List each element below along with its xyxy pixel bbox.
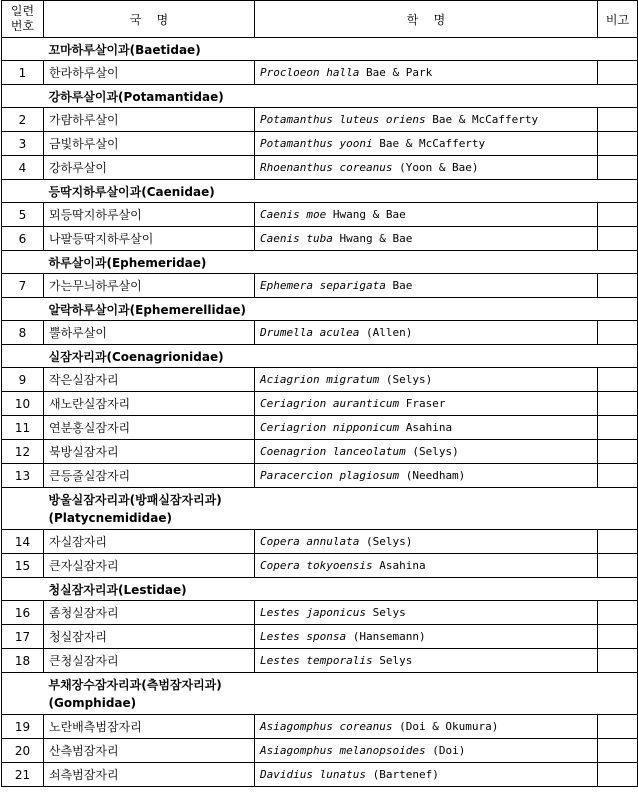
note-cell [598,530,638,554]
family-row-spacer [598,251,638,274]
korean-name: 큰청실잠자리 [44,649,255,673]
scientific-name [255,739,598,763]
family-row-spacer [2,488,44,530]
header-note: 비고 [598,1,638,38]
family-name [44,673,598,715]
family-row-spacer [2,251,44,274]
korean-name: 가는무늬하루살이 [44,274,255,298]
family-row [2,180,638,203]
note-cell [598,601,638,625]
family-row [2,251,638,274]
family-name-line: 강하루살이과(Potamantidae) [48,89,224,104]
table-row [2,416,638,440]
binomial-name: Procloeon halla [260,66,360,79]
author-citation: Bae [392,279,413,292]
scientific-name [255,601,598,625]
family-name-line: 하루살이과(Ephemeridae) [48,255,207,270]
scientific-name [255,530,598,554]
scientific-name [255,554,598,578]
family-row [2,38,638,61]
korean-name: 연분홍실잠자리 [44,416,255,440]
table-row [2,203,638,227]
author-citation: (Bartenef) [372,768,439,781]
table-row [2,61,638,85]
scientific-name [255,368,598,392]
scientific-name [255,321,598,345]
author-citation: Hwang & Bae [339,232,413,245]
table-row [2,274,638,298]
serial-number: 15 [2,554,44,578]
header-serial-number: 일련 번호 [2,1,44,38]
binomial-name: Coenagrion lanceolatum [260,445,406,458]
korean-name: 뫼등딱지하루살이 [44,203,255,227]
family-row-spacer [2,673,44,715]
author-citation: Fraser [405,397,446,410]
family-row [2,578,638,601]
family-row [2,345,638,368]
author-citation: Bae & McCafferty [432,113,539,126]
binomial-name: Copera tokyoensis [260,559,373,572]
korean-name: 큰자실잠자리 [44,554,255,578]
family-name [44,180,598,203]
family-name [44,578,598,601]
binomial-name: Caenis tuba [260,232,333,245]
scientific-name [255,203,598,227]
korean-name: 청실잠자리 [44,625,255,649]
family-name-line: (Platycnemididae) [48,510,172,525]
family-row-spacer [598,38,638,61]
note-cell [598,321,638,345]
family-row [2,488,638,530]
note-cell [598,440,638,464]
korean-name: 좀청실잠자리 [44,601,255,625]
binomial-name: Ephemera separigata [260,279,386,292]
serial-number: 1 [2,61,44,85]
table-row [2,649,638,673]
serial-number: 2 [2,108,44,132]
scientific-name [255,156,598,180]
note-cell [598,61,638,85]
korean-name: 나팔등딱지하루살이 [44,227,255,251]
scientific-name [255,108,598,132]
family-name [44,251,598,274]
note-cell [598,416,638,440]
scientific-name [255,763,598,787]
korean-name: 큰등줄실잠자리 [44,464,255,488]
korean-name: 노란배측범잠자리 [44,715,255,739]
scientific-name [255,625,598,649]
family-row-spacer [2,38,44,61]
serial-number: 12 [2,440,44,464]
serial-number: 19 [2,715,44,739]
family-row-spacer [598,180,638,203]
family-row-spacer [2,578,44,601]
header-korean-name: 국 명 [44,1,255,38]
serial-number: 4 [2,156,44,180]
author-citation: (Doi) [432,744,466,757]
family-name [44,345,598,368]
author-citation: (Doi & Okumura) [399,720,499,733]
family-name [44,298,598,321]
binomial-name: Ceriagrion nipponicum [260,421,400,434]
korean-name: 산측범잠자리 [44,739,255,763]
table-row [2,368,638,392]
note-cell [598,464,638,488]
scientific-name [255,274,598,298]
family-row-spacer [598,298,638,321]
serial-number: 11 [2,416,44,440]
binomial-name: Davidius lunatus [260,768,366,781]
author-citation: Selys [379,654,413,667]
scientific-name [255,649,598,673]
note-cell [598,203,638,227]
author-citation: (Allen) [365,326,413,339]
table-row [2,715,638,739]
scientific-name [255,416,598,440]
family-name-line: 부채장수잠자리과(측범잠자리과) [48,677,222,692]
author-citation: (Hansemann) [352,630,426,643]
serial-number: 3 [2,132,44,156]
serial-number: 14 [2,530,44,554]
korean-name: 강하루살이 [44,156,255,180]
serial-number: 6 [2,227,44,251]
binomial-name: Potamanthus yooni [260,137,373,150]
binomial-name: Copera annulata [260,535,360,548]
korean-name: 북방실잠자리 [44,440,255,464]
scientific-name [255,227,598,251]
table-row [2,763,638,787]
family-row-spacer [598,345,638,368]
korean-name: 가람하루살이 [44,108,255,132]
binomial-name: Aciagrion migratum [260,373,380,386]
scientific-name [255,61,598,85]
serial-number: 21 [2,763,44,787]
table-row [2,156,638,180]
serial-number: 10 [2,392,44,416]
table-row [2,392,638,416]
note-cell [598,132,638,156]
author-citation: (Yoon & Bae) [399,161,479,174]
table-row [2,739,638,763]
family-row-spacer [2,180,44,203]
note-cell [598,392,638,416]
family-name-line: 꼬마하루살이과(Baetidae) [48,42,201,57]
binomial-name: Asiagomphus coreanus [260,720,393,733]
note-cell [598,274,638,298]
author-citation: (Needham) [405,469,466,482]
binomial-name: Paracercion plagiosum [260,469,400,482]
table-row [2,227,638,251]
binomial-name: Potamanthus luteus oriens [260,113,426,126]
author-citation: Hwang & Bae [332,208,406,221]
family-row [2,298,638,321]
table-row [2,440,638,464]
author-citation: Asahina [405,421,453,434]
korean-name: 새노란실잠자리 [44,392,255,416]
binomial-name: Asiagomphus melanopsoides [260,744,426,757]
korean-name: 금빛하루살이 [44,132,255,156]
binomial-name: Drumella aculea [260,326,360,339]
note-cell [598,227,638,251]
serial-number: 5 [2,203,44,227]
author-citation: Selys [372,606,406,619]
note-cell [598,625,638,649]
author-citation: (Selys) [385,373,433,386]
family-row-spacer [598,673,638,715]
table-row [2,554,638,578]
serial-number: 8 [2,321,44,345]
serial-number: 16 [2,601,44,625]
binomial-name: Lestes temporalis [260,654,373,667]
family-name [44,38,598,61]
note-cell [598,739,638,763]
binomial-name: Ceriagrion auranticum [260,397,400,410]
scientific-name [255,392,598,416]
family-name-line: 방울실잠자리과(방패실잠자리과) [48,492,222,507]
serial-number: 20 [2,739,44,763]
author-citation: Bae & McCafferty [379,137,486,150]
species-table [1,0,638,787]
korean-name: 쇠측범잠자리 [44,763,255,787]
serial-number: 7 [2,274,44,298]
author-citation: (Selys) [412,445,459,458]
header-scientific-name: 학 명 [255,1,598,38]
author-citation: Bae & Park [365,66,433,79]
note-cell [598,156,638,180]
scientific-name [255,464,598,488]
serial-number: 18 [2,649,44,673]
table-row [2,108,638,132]
family-row-spacer [598,85,638,108]
korean-name: 한라하루살이 [44,61,255,85]
family-name-line: 실잠자리과(Coenagrionidae) [48,349,224,364]
family-name [44,85,598,108]
family-row [2,85,638,108]
table-row [2,464,638,488]
table-header-row [2,1,638,38]
author-citation: Asahina [379,559,426,572]
table-row [2,321,638,345]
note-cell [598,715,638,739]
table-row [2,625,638,649]
korean-name: 뿔하루살이 [44,321,255,345]
table-row [2,132,638,156]
note-cell [598,649,638,673]
note-cell [598,368,638,392]
binomial-name: Lestes sponsa [260,630,347,643]
family-row-spacer [2,298,44,321]
serial-number: 17 [2,625,44,649]
korean-name: 자실잠자리 [44,530,255,554]
family-row-spacer [2,345,44,368]
scientific-name [255,440,598,464]
family-name-line: 청실잠자리과(Lestidae) [48,582,187,597]
family-row-spacer [598,578,638,601]
family-name-line: 알락하루살이과(Ephemerellidae) [48,302,246,317]
binomial-name: Lestes japonicus [260,606,366,619]
scientific-name [255,715,598,739]
family-name-line: 등딱지하루살이과(Caenidae) [48,184,215,199]
family-name-line: (Gomphidae) [48,695,137,710]
scientific-name [255,132,598,156]
family-name [44,488,598,530]
note-cell [598,763,638,787]
note-cell [598,108,638,132]
family-row [2,673,638,715]
family-row-spacer [2,85,44,108]
binomial-name: Caenis moe [260,208,327,221]
table-row [2,530,638,554]
serial-number: 9 [2,368,44,392]
korean-name: 작은실잠자리 [44,368,255,392]
author-citation: (Selys) [365,535,413,548]
note-cell [598,554,638,578]
family-row-spacer [598,488,638,530]
table-row [2,601,638,625]
binomial-name: Rhoenanthus coreanus [260,161,393,174]
serial-number: 13 [2,464,44,488]
